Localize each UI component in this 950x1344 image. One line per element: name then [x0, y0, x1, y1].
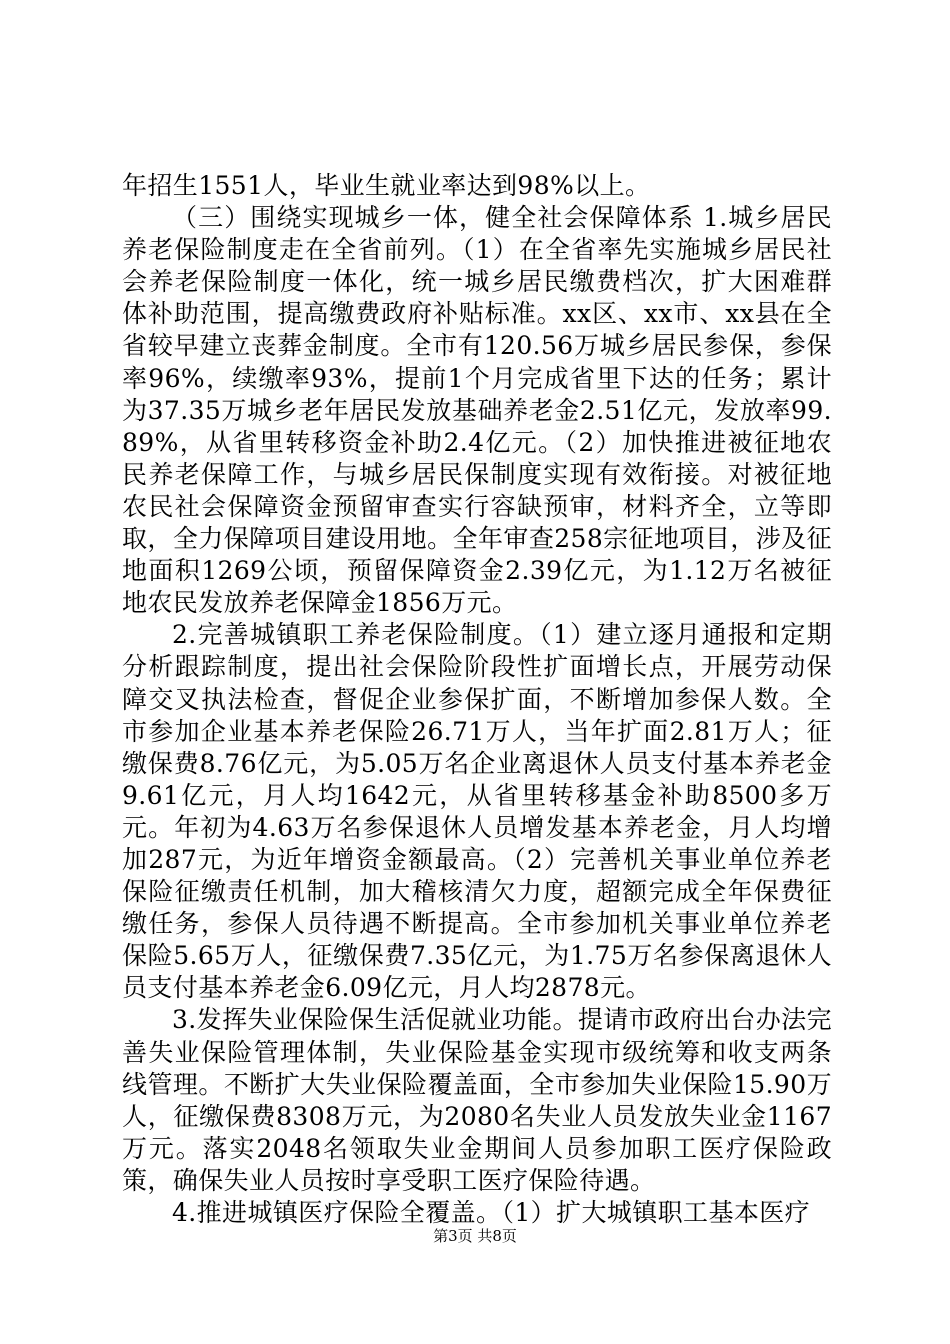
- page-number: 第3页 共8页: [433, 1227, 517, 1245]
- paragraph-urban-worker-pension: 2.完善城镇职工养老保险制度。（1）建立逐月通报和定期分析跟踪制度，提出社会保险阶段性扩面增长点，开展劳动保障交叉执法检查，督促企业参保扩面，不断增加参保人数。全市参加企业基本养老保险26.71万人，当年扩面2.81万人；征缴保费8.76亿元，为5.05万名企业离退休人员支付基本养老金9.61亿元，月人均1642元，从省里转移基金补助8500多万元。年初为4.63万名参保退休人员增发基本养老金，月人均增加287元，为近年增资金额最高。（2）完善机关事业单位养老保险征缴责任机制，加大稽核清欠力度，超额完成全年保费征缴任务，参保人员待遇不断提高。全市参加机关事业单位养老保险5.65万人，征缴保费7.35亿元，为1.75万名参保离退休人员支付基本养老金6.09亿元，月人均2878元。: [122, 620, 832, 1003]
- paragraph-medical-insurance: 4.推进城镇医疗保险全覆盖。（1）扩大城镇职工基本医疗: [172, 1198, 811, 1227]
- paragraph-unemployment-insurance: 3.发挥失业保险保生活促就业功能。提请市政府出台办法完善失业保险管理体制，失业保险基金实现市级统筹和收支两条线管理。不断扩大失业保险覆盖面，全市参加失业保险15.90万人，征缴保费8308万元，为2080名失业人员发放失业金1167万元。落实2048名领取失业金期间人员参加职工医疗保险政策，确保失业人员按时享受职工医疗保险待遇。: [122, 1005, 832, 1195]
- paragraph-enrollment-tail: 年招生1551人，毕业生就业率达到98%以上。: [122, 171, 651, 200]
- paragraph-social-security-system: （三）围绕实现城乡一体，健全社会保障体系 1.城乡居民养老保险制度走在全省前列。（1）在全省率先实施城乡居民社会养老保险制度一体化，统一城乡居民缴费档次，扩大困难群体补助范围，提高缴费政府补贴标准。xx区、xx市、xx县在全省较早建立丧葬金制度。全市有120.56万城乡居民参保，参保率96%，续缴率93%，提前1个月完成省里下达的任务；累计为37.35万城乡老年居民发放基础养老金2.51亿元，发放率99.89%，从省里转移资金补助2.4亿元。（2）加快推进被征地农民养老保障工作，与城乡居民保制度实现有效衔接。对被征地农民社会保障资金预留审查实行容缺预审，材料齐全，立等即取，全力保障项目建设用地。全年审查258宗征地项目，涉及征地面积1269公顷，预留保障资金2.39亿元，为1.12万名被征地农民发放养老保障金1856万元。: [122, 203, 832, 618]
- document-body: [122, 170, 832, 1229]
- page-footer: [0, 1226, 950, 1246]
